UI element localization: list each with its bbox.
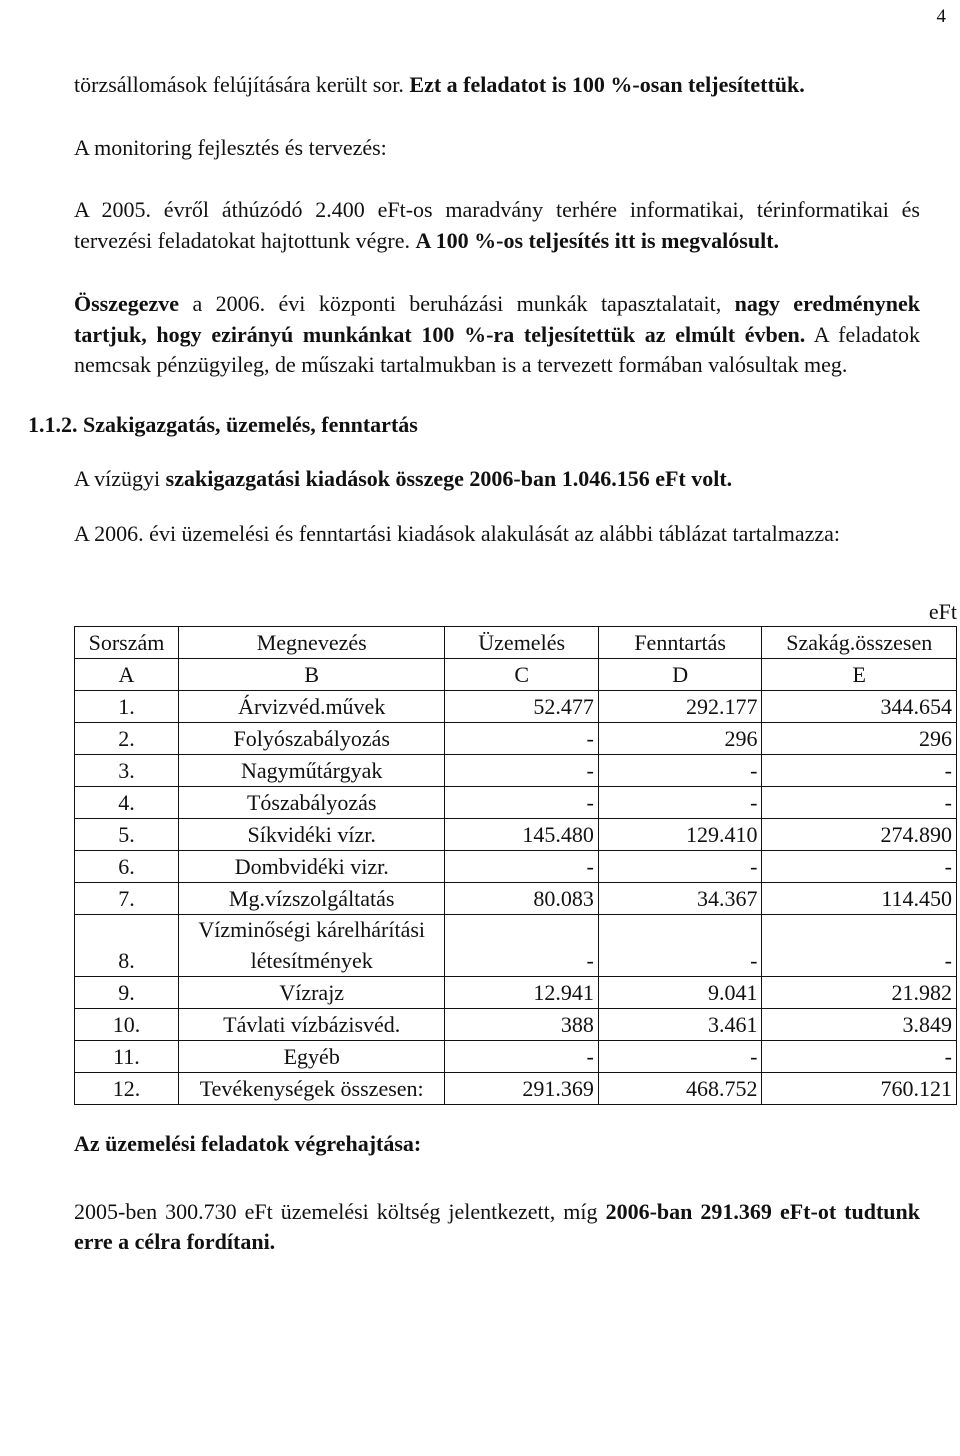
header-cell: Megnevezés — [178, 627, 445, 659]
table-cell: Távlati vízbázisvéd. — [178, 1009, 445, 1041]
monitoring-heading: A monitoring fejlesztés és tervezés: — [74, 134, 387, 160]
table-cell: 2. — [75, 723, 179, 755]
paragraph-monitoring — [74, 195, 920, 256]
table-cell: 145.480 — [445, 819, 598, 851]
table-cell: 291.369 — [445, 1073, 598, 1105]
table-cell: 344.654 — [762, 691, 957, 723]
text: 2005-ben 300.730 eFt üzemelési költség jelentkezett, míg — [74, 1198, 598, 1224]
table-cell: Vízminőségi kárelhárítási létesítmények — [178, 915, 445, 977]
table-cell: - — [445, 851, 598, 883]
letter-cell: A — [75, 659, 179, 691]
table-cell: 5. — [75, 819, 179, 851]
table-cell: Folyószabályozás — [178, 723, 445, 755]
letter-cell: C — [445, 659, 598, 691]
table-cell: Egyéb — [178, 1041, 445, 1073]
table-cell: 34.367 — [598, 883, 762, 915]
table-cell: 274.890 — [762, 819, 957, 851]
text: A vízügyi — [74, 466, 161, 491]
table-cell: Tószabályozás — [178, 787, 445, 819]
table-cell: - — [762, 787, 957, 819]
table-cell: 10. — [75, 1009, 179, 1041]
table-cell: Mg.vízszolgáltatás — [178, 883, 445, 915]
table-cell: - — [598, 851, 762, 883]
table-row — [75, 723, 957, 755]
table-cell: 8. — [75, 915, 179, 977]
table-cell: Vízrajz — [178, 977, 445, 1009]
table-cell: 12.941 — [445, 977, 598, 1009]
table-row — [75, 1009, 957, 1041]
bold-text: 2006-ban 291.369 eFt-ot tudtunk erre a célra fordítani. — [74, 1198, 921, 1254]
table-row — [75, 819, 957, 851]
paragraph-table-intro: A 2006. évi üzemelési és fenntartási kiadások alakulását az alábbi táblázat tartalmazza: — [74, 520, 840, 546]
table-cell: 3.849 — [762, 1009, 957, 1041]
bold-text: Ezt a feladatot is 100 %-osan teljesítettük. — [409, 72, 805, 97]
table-cell: 292.177 — [598, 691, 762, 723]
table-cell: 11. — [75, 1041, 179, 1073]
bold-text: nagy eredménynek tartjuk, hogy ezirányú munkánkat 100 %-ra teljesítettük az elmúlt évben. — [74, 291, 921, 347]
table-row — [75, 787, 957, 819]
table-cell: 3. — [75, 755, 179, 787]
bold-text: szakigazgatási kiadások összege 2006-ban 1.046.156 eFt volt. — [165, 466, 733, 491]
table-cell: - — [598, 1041, 762, 1073]
table-cell: - — [445, 755, 598, 787]
table-cell: - — [762, 915, 957, 977]
table-cell: 468.752 — [598, 1073, 762, 1105]
table-cell: 9.041 — [598, 977, 762, 1009]
table-cell: - — [598, 755, 762, 787]
table-cell: Tevékenységek összesen: — [178, 1073, 445, 1105]
table-cell: 296 — [762, 723, 957, 755]
table-cell: - — [598, 787, 762, 819]
header-cell: Sorszám — [75, 627, 179, 659]
paragraph-stations — [74, 70, 920, 101]
table-row — [75, 1073, 957, 1105]
paragraph-summary — [74, 289, 920, 381]
bold-text: Összegezve — [74, 291, 180, 316]
table-cell: 388 — [445, 1009, 598, 1041]
letter-cell: E — [762, 659, 957, 691]
section-heading: 1.1.2. Szakigazgatás, üzemelés, fenntartás — [28, 411, 418, 437]
table-cell: - — [762, 1041, 957, 1073]
table-cell: 7. — [75, 883, 179, 915]
table-unit-label: eFt — [928, 599, 957, 624]
table-row — [75, 1041, 957, 1073]
table-cell: - — [762, 755, 957, 787]
table-cell: - — [762, 851, 957, 883]
table-cell: - — [445, 915, 598, 977]
table-cell: 114.450 — [762, 883, 957, 915]
text: A feladatok nemcsak pénzügyileg, de műszaki tartalmukban is a tervezett formában valósultak meg. — [74, 321, 920, 377]
table-cell: - — [445, 723, 598, 755]
table-letter-row — [75, 659, 957, 691]
paragraph-admin-costs — [74, 464, 920, 495]
table-cell: 6. — [75, 851, 179, 883]
table-cell: 760.121 — [762, 1073, 957, 1105]
table-cell: 52.477 — [445, 691, 598, 723]
table-cell: 4. — [75, 787, 179, 819]
table-cell: 9. — [75, 977, 179, 1009]
letter-cell: D — [598, 659, 762, 691]
table-cell: Síkvidéki vízr. — [178, 819, 445, 851]
letter-cell: B — [178, 659, 445, 691]
ops-heading: Az üzemelési feladatok végrehajtása: — [74, 1131, 422, 1156]
table-cell: 129.410 — [598, 819, 762, 851]
table-cell: Dombvidéki vizr. — [178, 851, 445, 883]
table-cell: 21.982 — [762, 977, 957, 1009]
expenses-table — [74, 626, 957, 1105]
table-cell: 1. — [75, 691, 179, 723]
table-cell: 12. — [75, 1073, 179, 1105]
table-cell: 3.461 — [598, 1009, 762, 1041]
table-row — [75, 755, 957, 787]
text: A 2005. évről áthúzódó 2.400 eFt-os maradvány terhére informatikai, térinformatikai és tervezési feladatokat hajtottunk végre. — [74, 197, 920, 253]
table-row — [75, 691, 957, 723]
table-row — [75, 977, 957, 1009]
table-header-row — [75, 627, 957, 659]
table-row — [75, 851, 957, 883]
paragraph-ops — [74, 1197, 920, 1258]
table-cell: 296 — [598, 723, 762, 755]
document-body — [28, 70, 957, 1258]
table-cell: Árvizvéd.művek — [178, 691, 445, 723]
table-cell: - — [598, 915, 762, 977]
table-cell: 80.083 — [445, 883, 598, 915]
table-row — [75, 883, 957, 915]
page-number: 4 — [936, 6, 946, 27]
header-cell: Üzemelés — [445, 627, 598, 659]
text: törzsállomások felújítására került sor. — [74, 72, 404, 97]
table-cell: - — [445, 1041, 598, 1073]
header-cell: Fenntartás — [598, 627, 762, 659]
table-cell: - — [445, 787, 598, 819]
header-cell: Szakág.összesen — [762, 627, 957, 659]
bold-text: A 100 %-os teljesítés itt is megvalósult. — [415, 227, 780, 253]
table-cell: Nagyműtárgyak — [178, 755, 445, 787]
table-row — [75, 915, 957, 977]
text: a 2006. évi központi beruházási munkák tapasztalatait, — [192, 291, 722, 316]
